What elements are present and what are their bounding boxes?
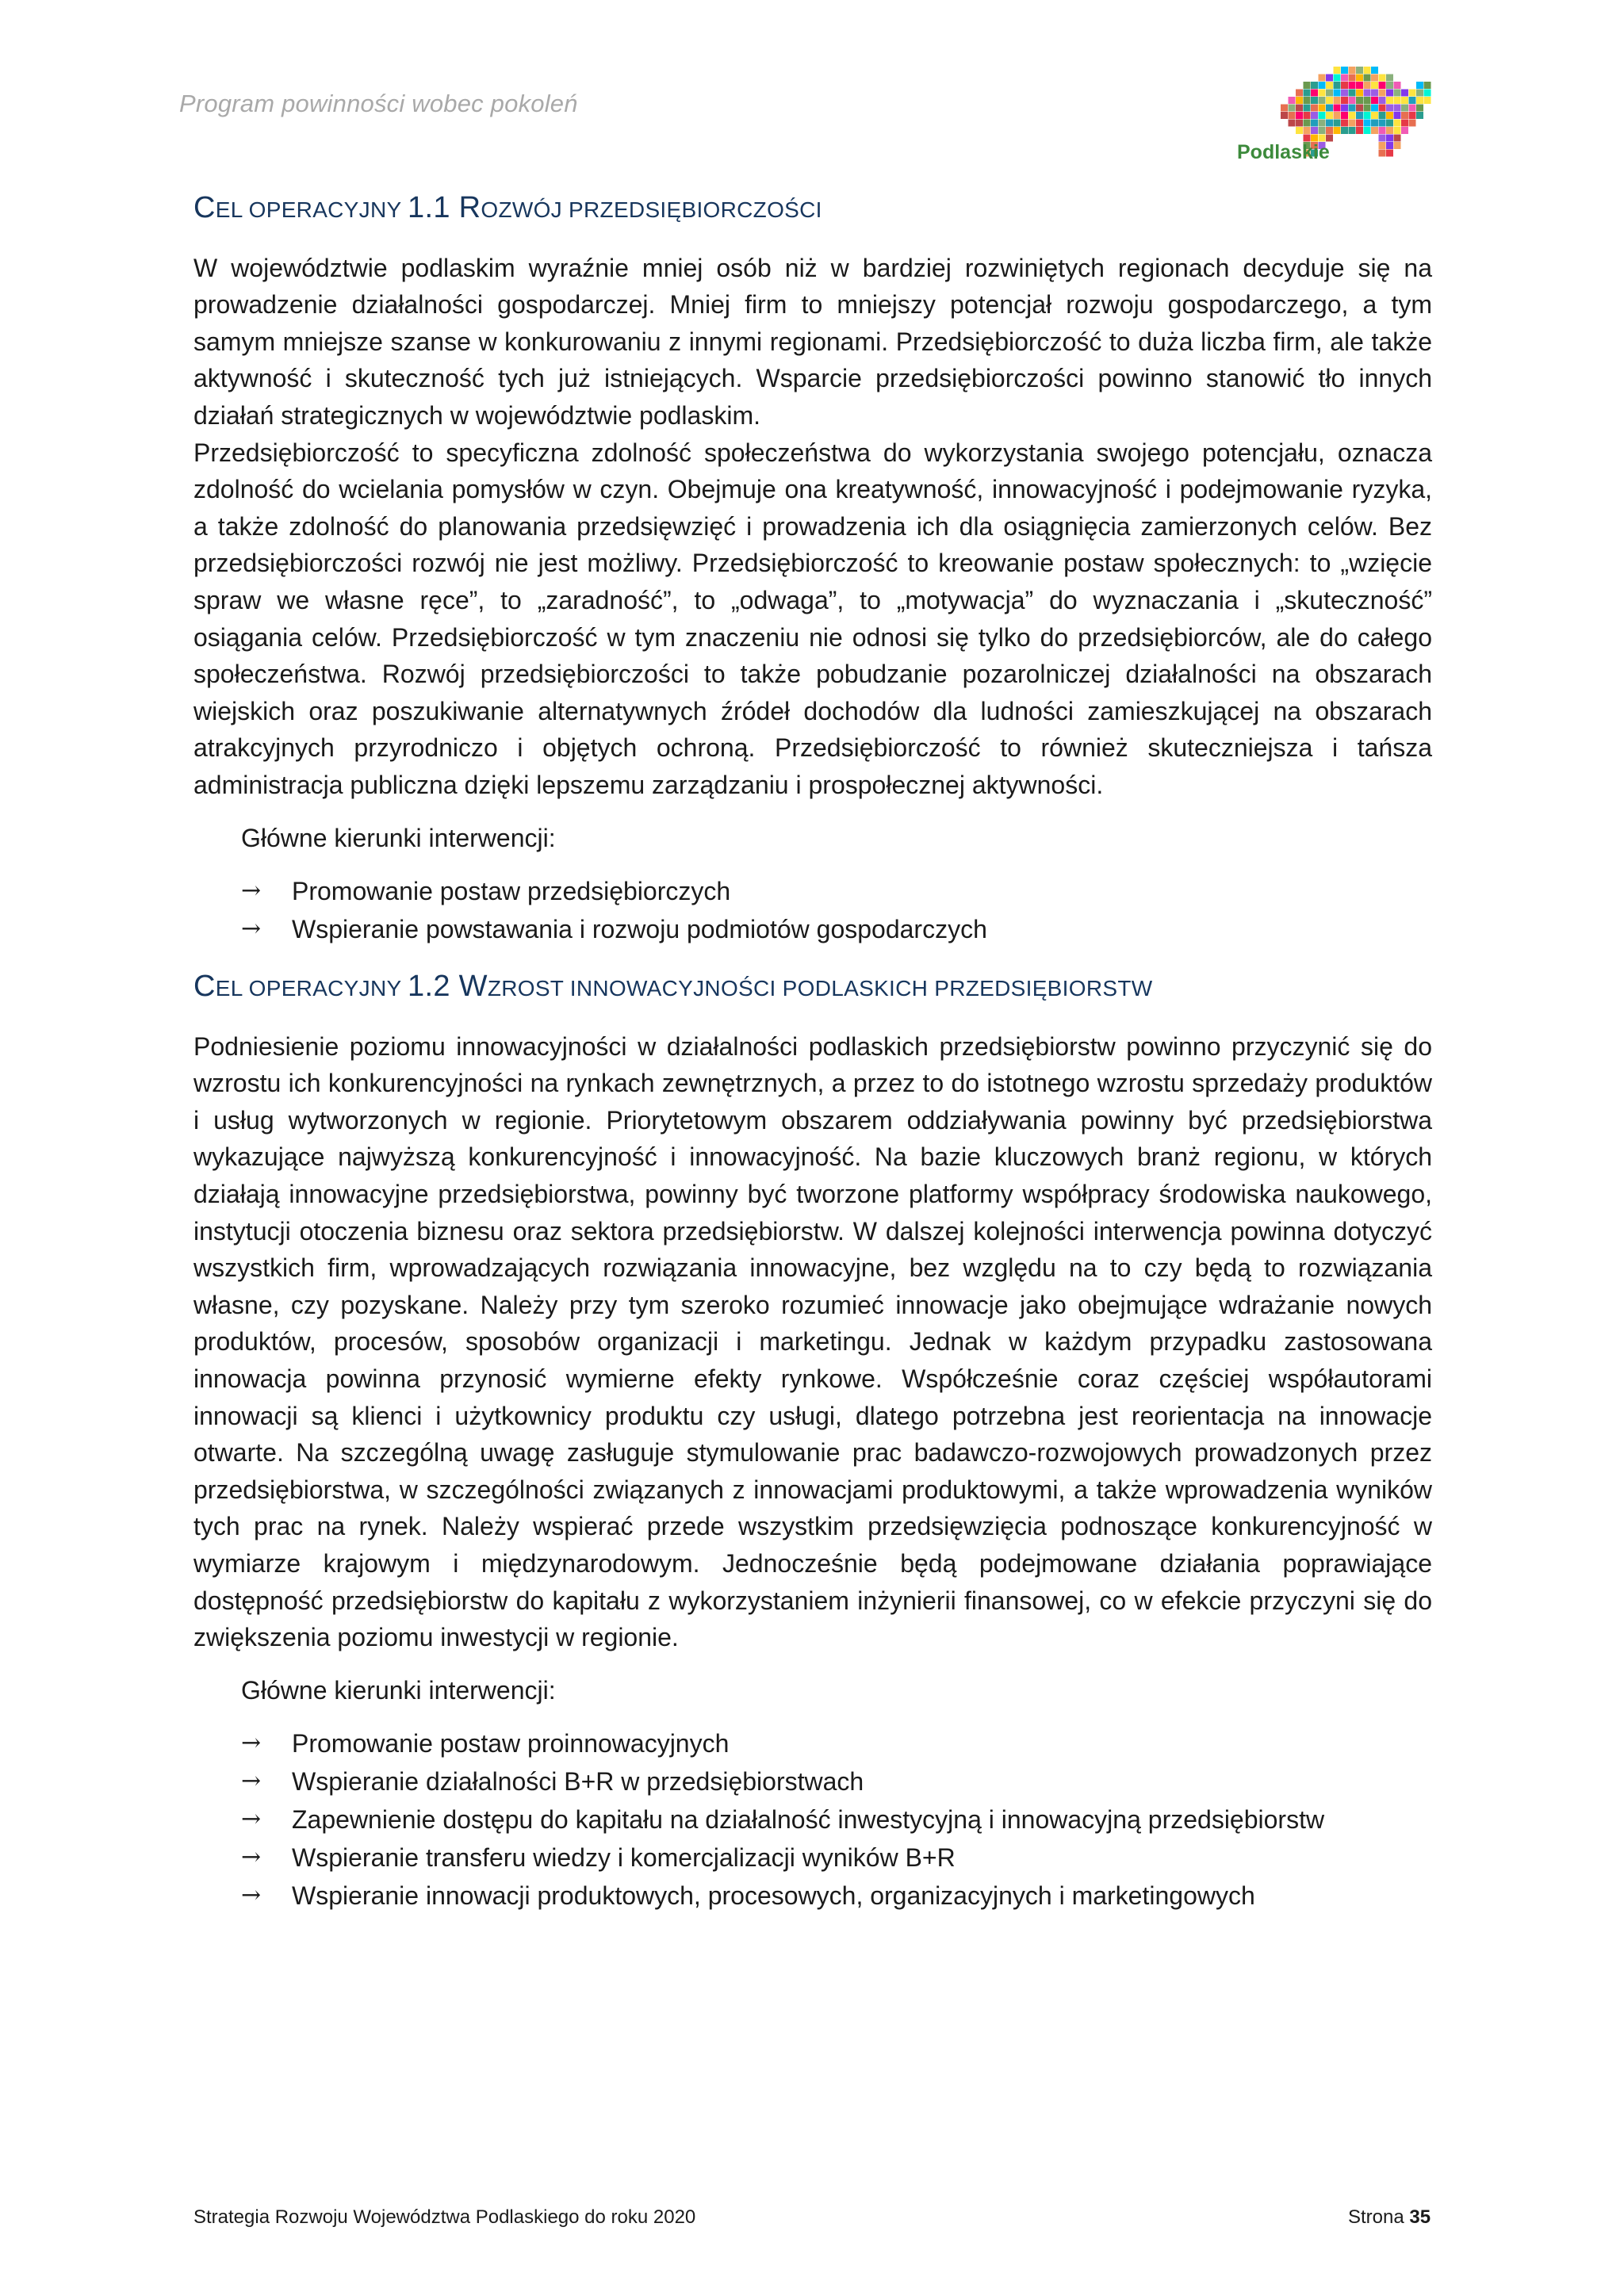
logo-pixel xyxy=(1371,105,1378,112)
logo-pixel xyxy=(1334,120,1341,127)
list-item: → Promowanie postaw proinnowacyjnych xyxy=(241,1724,1432,1762)
logo-pixel xyxy=(1356,75,1363,82)
section-heading-1-2: CEL OPERACYJNY 1.2 WZROST INNOWACYJNOŚCI PODLASKICH PRZEDSIĘBIORSTW xyxy=(193,970,1153,1004)
logo-pixel xyxy=(1326,120,1333,127)
logo-pixel xyxy=(1341,67,1348,74)
logo-pixel xyxy=(1379,150,1386,157)
section-1-1-intervention-list xyxy=(193,872,1432,948)
logo-pixel xyxy=(1416,90,1423,97)
logo-pixel xyxy=(1356,112,1363,119)
logo-pixel xyxy=(1334,105,1341,112)
arrow-icon: → xyxy=(241,1843,262,1872)
list-item: → Wspieranie powstawania i rozwoju podmiotów gospodarczych xyxy=(241,910,1432,948)
logo-pixel xyxy=(1281,105,1288,112)
logo-pixel xyxy=(1364,97,1371,104)
logo-pixel xyxy=(1319,75,1326,82)
logo-text: Podlaskie xyxy=(1237,141,1330,163)
logo-pixel xyxy=(1341,120,1348,127)
logo-pixel xyxy=(1394,120,1401,127)
logo-pixel xyxy=(1386,82,1393,89)
logo-pixel xyxy=(1394,105,1401,112)
section-1-1-paragraph-2: Przedsiębiorczość to specyficzna zdolność społeczeństwa do wykorzystania swojego potencjału, oznacza zdolność do wcielania pomysłów w czyn. Obejmuje ona kreatywność, innowacyjność i podejmowanie ryzyka, a także zdolność do planowania przedsięwzięć i prowadzenia ich dla osiągnięcia zamierzonych celów. Bez przedsiębiorczości rozwój nie jest możliwy. Przedsiębiorczość to kreowanie postaw społecznych: to „wzięcie spraw we własne ręce”, to „zaradność”, to „odwaga”, to „motywacja” do wyznaczania i „skuteczność” osiągania celów. Przedsiębiorczość w tym znaczeniu nie odnosi się tylko do przedsiębiorców, ale do całego społeczeństwa. Rozwój przedsiębiorczości to także pobudzanie pozarolniczej działalności na obszarach wiejskich oraz poszukiwanie alternatywnych źródeł dochodów dla ludności zamieszkującej na obszarach atrakcyjnych przyrodniczo i objętych ochroną. Przedsiębiorczość to również skuteczniejsza i tańsza administracja publiczna dzięki lepszemu zarządzaniu i prospołecznej aktywności. xyxy=(193,438,1432,799)
logo-pixel xyxy=(1364,127,1371,134)
logo-pixel xyxy=(1296,120,1303,127)
logo-pixel xyxy=(1394,90,1401,97)
logo-pixel xyxy=(1394,112,1401,119)
logo-pixel xyxy=(1356,120,1363,127)
logo-pixel xyxy=(1349,105,1356,112)
section-1-1-lead: Główne kierunki interwencji: xyxy=(241,823,556,852)
logo-pixel xyxy=(1386,135,1393,142)
logo-pixel xyxy=(1349,120,1356,127)
logo-pixel xyxy=(1349,67,1356,74)
logo-pixel xyxy=(1319,112,1326,119)
logo-pixel xyxy=(1311,82,1318,89)
list-item: → Wspieranie transferu wiedzy i komercjalizacji wyników B+R xyxy=(241,1839,1432,1877)
logo-pixel xyxy=(1386,75,1393,82)
logo-pixel xyxy=(1409,97,1416,104)
logo-pixel xyxy=(1341,112,1348,119)
logo-pixel xyxy=(1334,90,1341,97)
logo-pixel xyxy=(1349,75,1356,82)
running-header: Program powinności wobec pokoleń xyxy=(179,90,578,117)
main-content xyxy=(193,190,1432,1915)
logo-pixel xyxy=(1386,90,1393,97)
logo-pixel xyxy=(1394,142,1401,149)
logo-pixel xyxy=(1334,75,1341,82)
logo-pixel xyxy=(1296,127,1303,134)
logo-pixel xyxy=(1311,127,1318,134)
logo-pixel xyxy=(1304,105,1311,112)
section-1-2-intervention-list xyxy=(193,1724,1432,1915)
logo-pixel xyxy=(1416,82,1423,89)
section-1-1-paragraph-1: W województwie podlaskim wyraźnie mniej osób niż w bardziej rozwiniętych regionach decyduje się na prowadzenie działalności gospodarczej. Mniej firm to mniejszy potencjał rozwoju gospodarczego, a tym samym mniejsze szanse w konkurowaniu z innymi regionami. Przedsiębiorczość to duża liczba firm, ale także aktywność i skuteczność tych już istniejących. Wsparcie przedsiębiorczości powinno stanowić tło innych działań strategicznych w województwie podlaskim. xyxy=(193,253,1432,430)
logo-pixel xyxy=(1341,75,1348,82)
logo-pixel xyxy=(1319,105,1326,112)
logo-pixel xyxy=(1349,97,1356,104)
logo-pixel xyxy=(1371,82,1378,89)
logo-pixel xyxy=(1326,105,1333,112)
arrow-icon: → xyxy=(241,1805,262,1834)
logo-pixel xyxy=(1416,112,1423,119)
logo-pixel xyxy=(1304,112,1311,119)
logo-pixel xyxy=(1409,120,1416,127)
logo-pixel xyxy=(1409,112,1416,119)
logo-pixel xyxy=(1364,67,1371,74)
logo-pixel xyxy=(1296,97,1303,104)
list-item: → Wspieranie innowacji produktowych, procesowych, organizacyjnych i marketingowych xyxy=(241,1877,1432,1915)
logo-pixel xyxy=(1326,97,1333,104)
logo-pixel xyxy=(1379,112,1386,119)
logo-pixel xyxy=(1424,82,1431,89)
logo-pixel xyxy=(1281,112,1288,119)
logo-pixel xyxy=(1379,127,1386,134)
logo-pixel xyxy=(1334,82,1341,89)
logo-pixel xyxy=(1319,82,1326,89)
logo-pixel xyxy=(1364,112,1371,119)
logo-pixel xyxy=(1401,90,1408,97)
logo-pixel xyxy=(1386,150,1393,157)
logo-pixel xyxy=(1326,75,1333,82)
logo-pixel xyxy=(1356,105,1363,112)
logo-pixel xyxy=(1401,97,1408,104)
logo-pixel xyxy=(1379,90,1386,97)
logo-pixel xyxy=(1364,90,1371,97)
logo-pixel xyxy=(1289,120,1296,127)
logo-pixel xyxy=(1371,67,1378,74)
logo-pixel xyxy=(1364,75,1371,82)
logo-pixel xyxy=(1341,105,1348,112)
section-1-2-lead: Główne kierunki interwencji: xyxy=(241,1675,556,1705)
logo-pixel xyxy=(1379,120,1386,127)
logo-pixel xyxy=(1371,90,1378,97)
logo-pixel xyxy=(1364,120,1371,127)
logo-pixel xyxy=(1371,127,1378,134)
logo-pixel xyxy=(1401,127,1408,134)
logo-pixel xyxy=(1349,90,1356,97)
logo-pixel xyxy=(1319,120,1326,127)
list-item: → Zapewnienie dostępu do kapitału na działalność inwestycyjną i innowacyjną przedsiębiorstw xyxy=(241,1800,1432,1839)
logo-pixel xyxy=(1409,90,1416,97)
footer-document-title: Strategia Rozwoju Województwa Podlaskiego do roku 2020 xyxy=(193,2206,696,2228)
logo-pixel xyxy=(1386,105,1393,112)
logo-pixel xyxy=(1304,127,1311,134)
logo-pixel xyxy=(1334,67,1341,74)
logo-pixel xyxy=(1341,90,1348,97)
logo-pixel xyxy=(1319,127,1326,134)
logo-pixel xyxy=(1386,120,1393,127)
arrow-icon: → xyxy=(241,877,262,905)
logo-pixel xyxy=(1304,120,1311,127)
logo-pixel xyxy=(1371,112,1378,119)
logo-pixel xyxy=(1311,120,1318,127)
logo-pixel xyxy=(1319,90,1326,97)
logo-pixel xyxy=(1341,127,1348,134)
logo-pixel xyxy=(1401,105,1408,112)
logo-pixel xyxy=(1394,127,1401,134)
logo-pixel xyxy=(1401,120,1408,127)
arrow-icon: → xyxy=(241,915,262,943)
arrow-icon: → xyxy=(241,1729,262,1758)
logo-pixel xyxy=(1356,127,1363,134)
logo-pixel xyxy=(1349,82,1356,89)
logo-pixel xyxy=(1379,97,1386,104)
logo-pixel xyxy=(1416,105,1423,112)
logo-pixel xyxy=(1371,120,1378,127)
logo-pixel xyxy=(1409,105,1416,112)
logo-pixel xyxy=(1416,97,1423,104)
logo-pixel xyxy=(1289,112,1296,119)
logo-pixel xyxy=(1356,67,1363,74)
logo-pixel xyxy=(1356,90,1363,97)
logo-pixel xyxy=(1424,90,1431,97)
logo-pixel xyxy=(1341,82,1348,89)
logo-pixel xyxy=(1304,97,1311,104)
logo-pixel xyxy=(1311,105,1318,112)
section-1-2-paragraph-1: Podniesienie poziomu innowacyjności w działalności podlaskich przedsiębiorstw powinno przyczynić się do wzrostu ich konkurencyjności na rynkach zewnętrznych, a przez to do istotnego wzrostu sprzedaży produktów i usług wytworzonych w regionie. Priorytetowym obszarem oddziaływania powinny być przedsiębiorstwa wykazujące najwyższą konkurencyjność i innowacyjność. Na bazie kluczowych branż regionu, w których działają innowacyjne przedsiębiorstwa, powinny być tworzone platformy współpracy środowiska naukowego, instytucji otoczenia biznesu oraz sektora przedsiębiorstw. W dalszej kolejności interwencja powinna dotyczyć wszystkich firm, wprowadzających rozwiązania innowacyjne, bez względu na to czy będą to rozwiązania własne, czy pozyskane. Należy przy tym szeroko rozumieć innowacje jako obejmujące wdrażanie nowych produktów, procesów, sposobów organizacji i marketingu. Jednak w każdym przypadku zastosowana innowacja powinna przynosić wymierne efekty rynkowe. Współcześnie coraz częściej współautorami innowacji są klienci i użytkownicy produktu czy usługi, dlatego potrzebna jest reorientacja na innowacje otwarte. Na szczególną uwagę zasługuje stymulowanie prac badawczo-rozwojowych prowadzonych przez przedsiębiorstwa, w szczególności związanych z innowacjami produktowymi, a także wprowadzenia wyników tych prac na rynek. Należy wspierać przede wszystkim przedsięwzięcia podnoszące konkurencyjność w wymiarze krajowym i międzynarodowym. Jednocześnie będą podejmowane działania poprawiające dostępność przedsiębiorstw do kapitału z wykorzystaniem inżynierii finansowej, co w efekcie przyczyni się do zwiększenia poziomu inwestycji w regionie. xyxy=(193,1031,1432,1652)
list-item: → Promowanie postaw przedsiębiorczych xyxy=(241,872,1432,910)
logo-pixel xyxy=(1394,135,1401,142)
logo-pixel xyxy=(1304,90,1311,97)
section-heading-1-1: CEL OPERACYJNY 1.1 ROZWÓJ PRZEDSIĘBIORCZOŚCI xyxy=(193,191,822,224)
logo-pixel xyxy=(1334,112,1341,119)
logo-pixel xyxy=(1371,97,1378,104)
arrow-icon: → xyxy=(241,1767,262,1796)
logo-pixel xyxy=(1424,97,1431,104)
logo-pixel xyxy=(1379,82,1386,89)
logo-pixel xyxy=(1349,112,1356,119)
logo-pixel xyxy=(1379,105,1386,112)
list-item: → Wspieranie działalności B+R w przedsiębiorstwach xyxy=(241,1762,1432,1800)
logo-pixel xyxy=(1386,142,1393,149)
logo-pixel xyxy=(1356,82,1363,89)
logo-pixel xyxy=(1394,97,1401,104)
logo-pixel xyxy=(1401,112,1408,119)
logo-pixel xyxy=(1394,82,1401,89)
logo-pixel xyxy=(1311,112,1318,119)
logo-pixel xyxy=(1364,105,1371,112)
logo-pixel xyxy=(1289,97,1296,104)
logo-pixel xyxy=(1386,127,1393,134)
logo-pixel xyxy=(1311,90,1318,97)
logo-pixel xyxy=(1349,127,1356,134)
logo-pixel xyxy=(1326,90,1333,97)
logo-pixel xyxy=(1296,90,1303,97)
logo-pixel xyxy=(1334,127,1341,134)
logo-pixel xyxy=(1326,112,1333,119)
logo-pixel xyxy=(1296,105,1303,112)
logo-pixel xyxy=(1379,142,1386,149)
logo-pixel xyxy=(1304,82,1311,89)
logo-pixel xyxy=(1379,75,1386,82)
logo-pixel xyxy=(1386,97,1393,104)
logo-pixel xyxy=(1356,97,1363,104)
logo-pixel xyxy=(1371,75,1378,82)
logo-pixel xyxy=(1341,97,1348,104)
logo-pixel xyxy=(1326,82,1333,89)
logo-pixel xyxy=(1326,127,1333,134)
footer-page-number: Strona 35 xyxy=(1348,2206,1431,2228)
logo-pixel xyxy=(1319,97,1326,104)
arrow-icon: → xyxy=(241,1881,262,1910)
logo-pixel xyxy=(1311,97,1318,104)
logo-pixel xyxy=(1334,97,1341,104)
logo-pixel xyxy=(1364,82,1371,89)
logo-pixel xyxy=(1379,135,1386,142)
logo-pixel xyxy=(1289,105,1296,112)
logo-pixel xyxy=(1296,112,1303,119)
logo-pixel xyxy=(1386,112,1393,119)
